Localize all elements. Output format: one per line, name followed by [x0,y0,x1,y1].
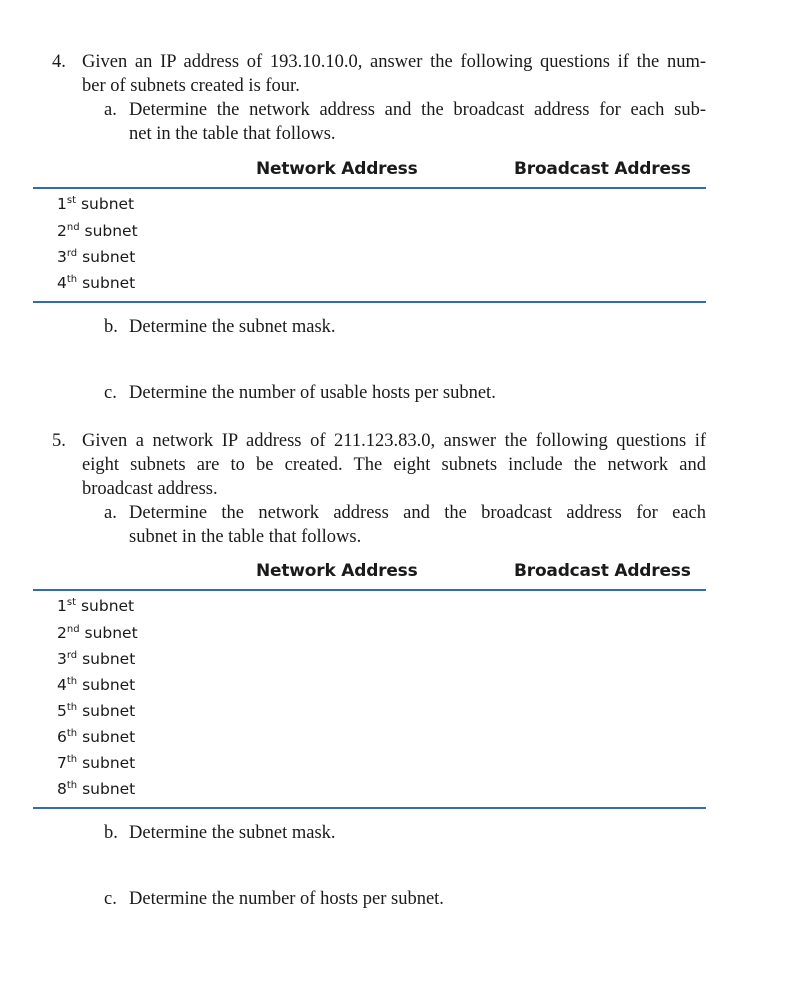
row-ordinal-suffix: st [66,195,77,206]
row-ordinal-suffix: rd [66,248,78,259]
question-5b-letter: b. [104,823,118,843]
table-row [57,596,134,619]
question-5a-text [129,501,706,549]
column-header-network-address: Network Address [256,159,418,179]
row-label: subnet [84,222,138,240]
row-label: subnet [82,676,136,694]
row-number: 1 [57,597,67,615]
question-5-line-2: eight subnets are to be created. The eight subnets include the network and [82,455,706,475]
question-4b-text: Determine the subnet mask. [129,317,336,337]
row-label: subnet [82,650,136,668]
row-number: 8 [57,780,67,798]
table-row [57,727,135,750]
question-4-text [82,50,706,98]
row-ordinal-suffix: nd [66,624,80,635]
row-label: subnet [82,702,136,720]
row-number: 4 [57,676,67,694]
table-row [57,273,135,296]
row-label: subnet [82,248,136,266]
table-bottom-rule [33,301,706,303]
question-5a-letter: a. [104,503,117,523]
row-ordinal-suffix: th [66,728,78,739]
question-5c-text: Determine the number of hosts per subnet. [129,889,444,909]
question-4a-line-2: net in the table that follows. [129,124,336,144]
column-header-broadcast-address: Broadcast Address [514,159,691,179]
question-4a-text [129,98,706,146]
question-5b-text: Determine the subnet mask. [129,823,336,843]
row-number: 3 [57,248,67,266]
table-row [57,675,135,698]
question-5a-line-1: Determine the network address and the broadcast address for each [129,503,706,523]
row-number: 4 [57,274,67,292]
table-row [57,194,134,217]
table-row [57,649,135,672]
row-number: 3 [57,650,67,668]
question-4c-text: Determine the number of usable hosts per subnet. [129,383,496,403]
question-4b-letter: b. [104,317,118,337]
table-bottom-rule [33,807,706,809]
row-ordinal-suffix: rd [66,650,78,661]
row-number: 5 [57,702,67,720]
column-header-network-address: Network Address [256,561,418,581]
question-5c-letter: c. [104,889,117,909]
row-label: subnet [82,780,136,798]
question-4-line-2: ber of subnets created is four. [82,76,300,96]
row-number: 1 [57,195,67,213]
row-ordinal-suffix: nd [66,222,80,233]
question-4-number: 4. [52,52,66,72]
table-row [57,623,138,646]
row-ordinal-suffix: th [66,780,78,791]
row-label: subnet [80,597,135,615]
table-row [57,701,135,724]
question-5-number: 5. [52,431,66,451]
question-5-line-1: Given a network IP address of 211.123.83.0, answer the following questions if [82,431,706,451]
row-ordinal-suffix: th [66,754,78,765]
row-label: subnet [84,624,138,642]
table-row [57,779,135,802]
question-5a-line-2: subnet in the table that follows. [129,527,362,547]
row-label: subnet [82,728,136,746]
row-ordinal-suffix: th [66,676,78,687]
row-number: 2 [57,624,67,642]
row-number: 2 [57,222,67,240]
row-label: subnet [80,195,135,213]
table-row [57,221,138,244]
row-ordinal-suffix: st [66,597,77,608]
table-top-rule [33,187,706,189]
question-4a-line-1: Determine the network address and the broadcast address for each sub- [129,100,706,120]
question-4c-letter: c. [104,383,117,403]
table-row [57,753,135,776]
table-row [57,247,135,270]
row-ordinal-suffix: th [66,274,78,285]
question-5-text [82,429,706,501]
row-number: 7 [57,754,67,772]
question-4a-letter: a. [104,100,117,120]
row-label: subnet [82,754,136,772]
row-label: subnet [82,274,136,292]
question-5-line-3: broadcast address. [82,479,218,499]
table-top-rule [33,589,706,591]
row-number: 6 [57,728,67,746]
question-4-line-1: Given an IP address of 193.10.10.0, answer the following questions if the num- [82,52,706,72]
row-ordinal-suffix: th [66,702,78,713]
column-header-broadcast-address: Broadcast Address [514,561,691,581]
